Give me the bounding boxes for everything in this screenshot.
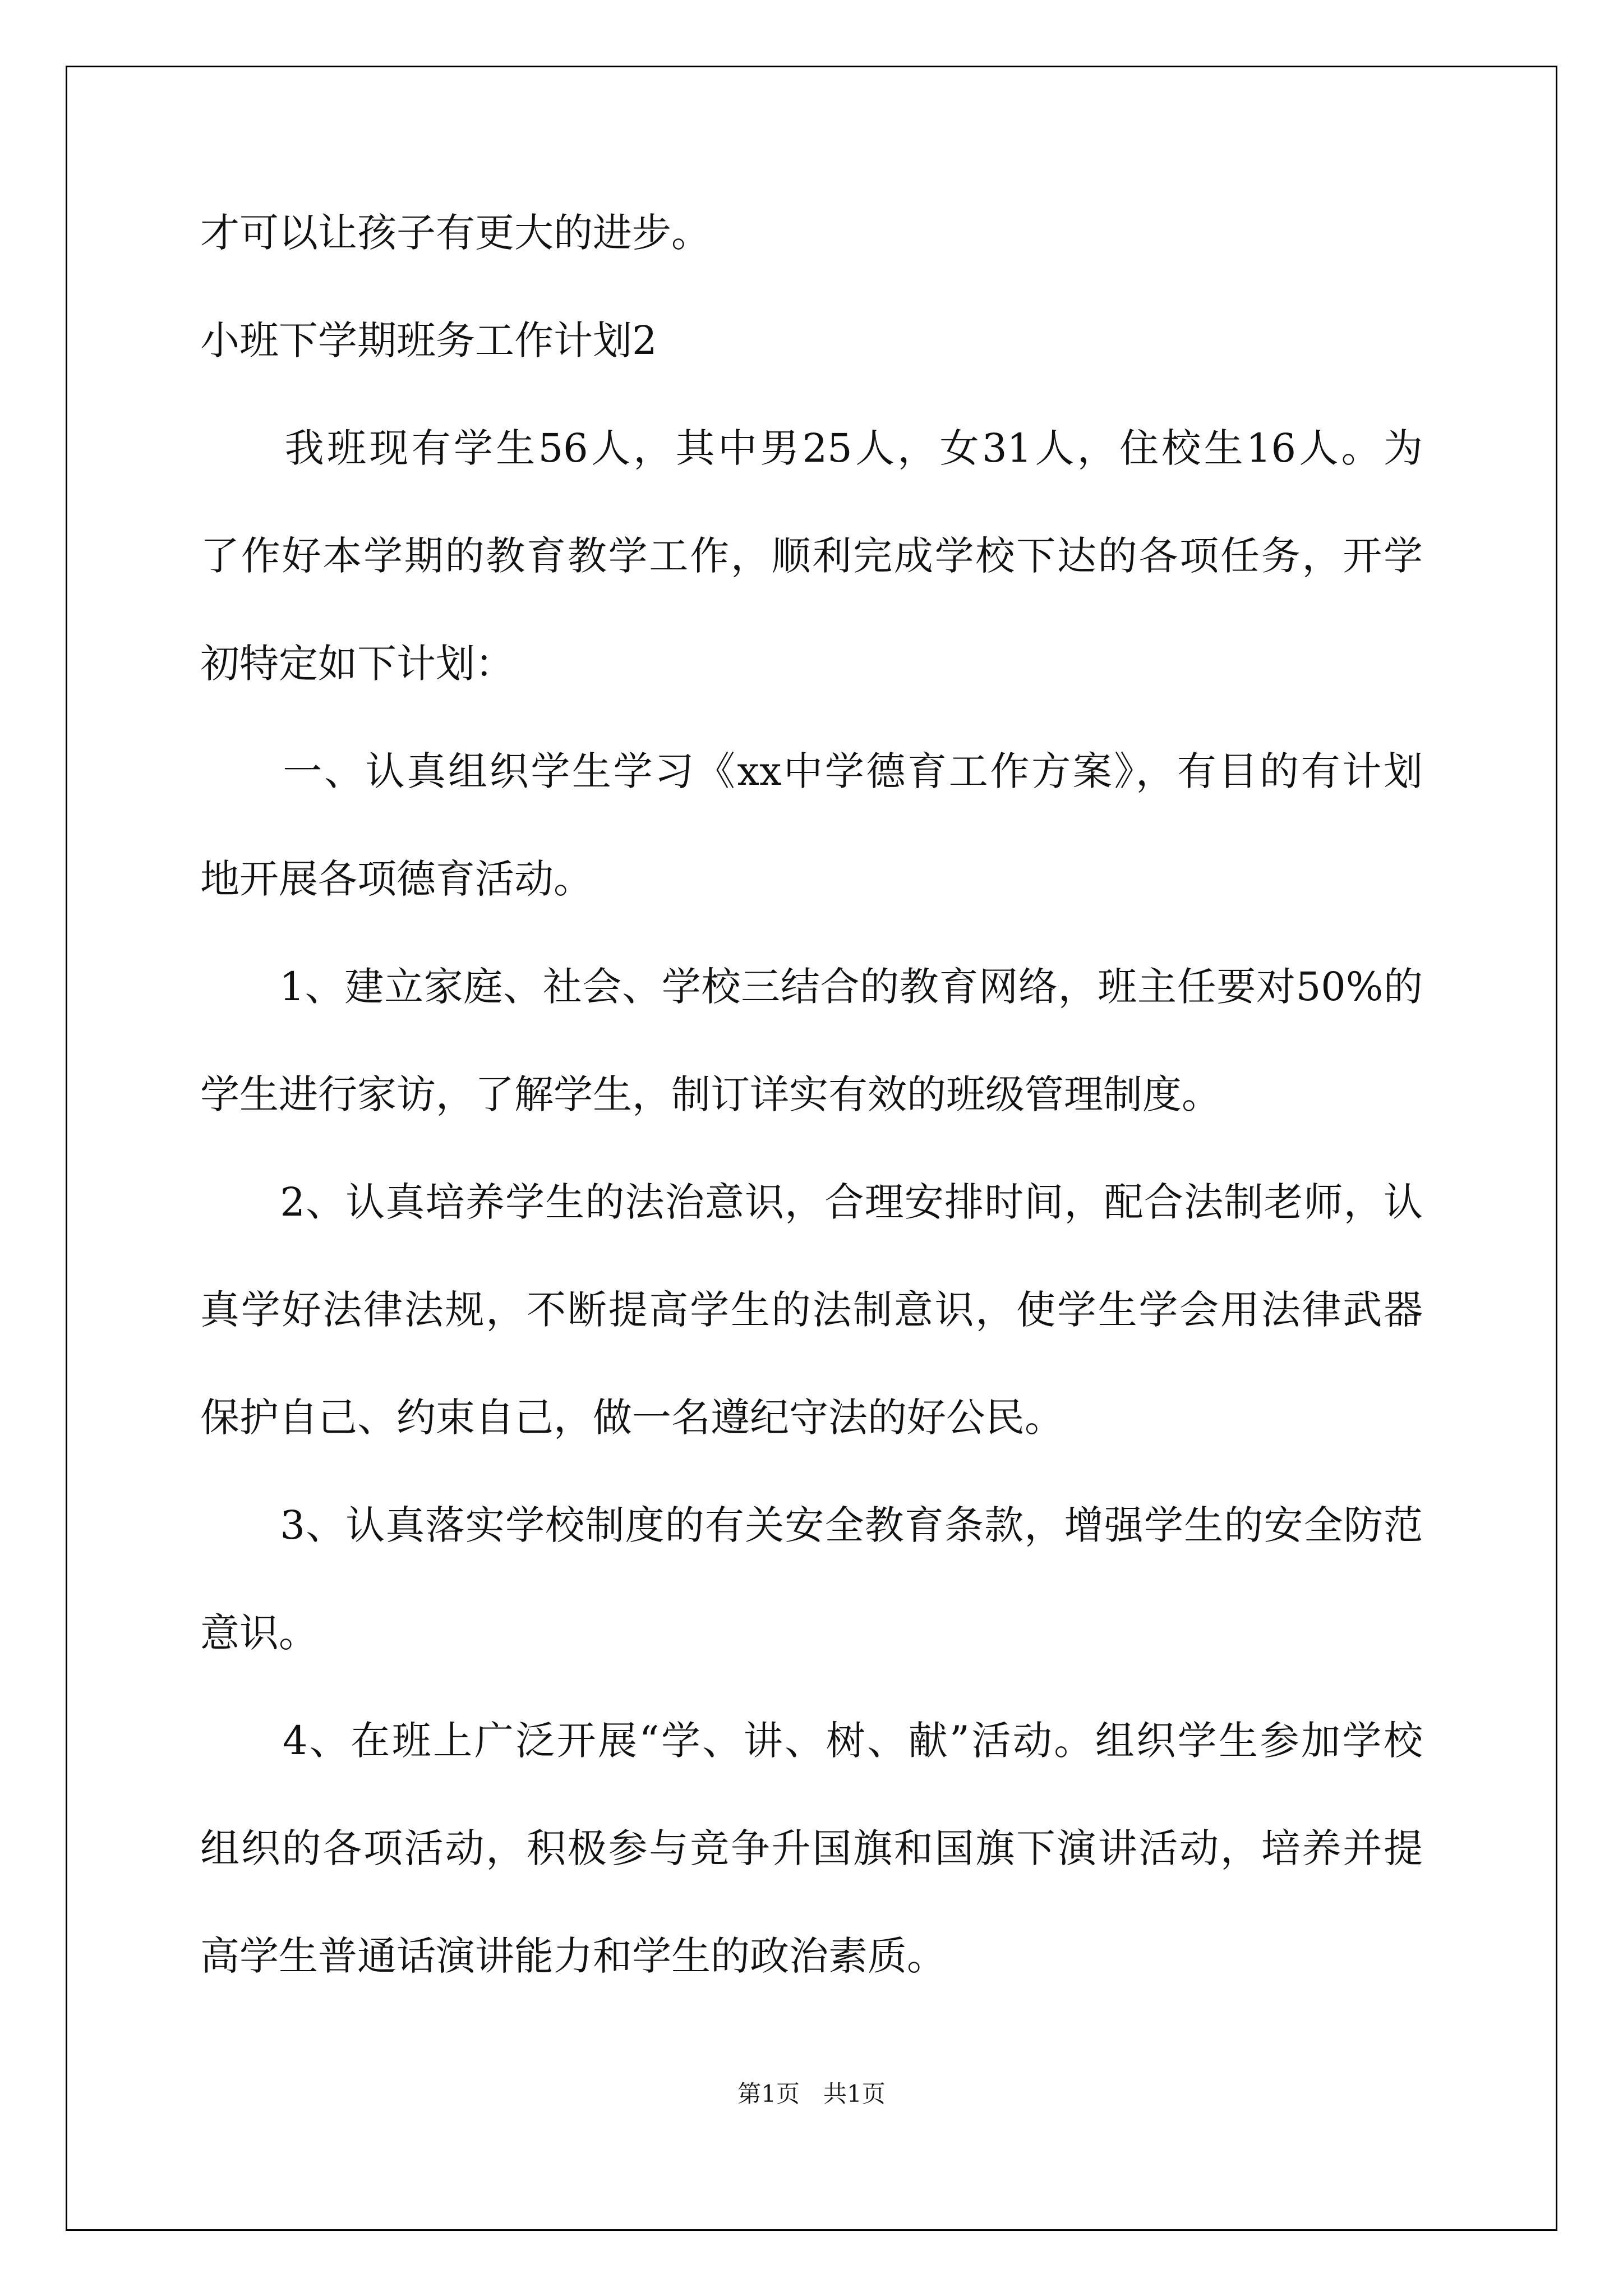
text-line: 一、认真组织学生学习《xx中学德育工作方案》，有目的有计划	[200, 748, 1423, 794]
text-line: 了作好本学期的教育教学工作，顺利完成学校下达的各项任务，开学	[200, 533, 1423, 579]
text-line: 我班现有学生56人，其中男25人，女31人，住校生16人。为	[200, 425, 1423, 471]
page-frame	[66, 66, 1557, 2231]
text-line: 初特定如下计划：	[200, 641, 514, 687]
text-line: 3、认真落实学校制度的有关安全教育条款，增强学生的安全防范	[200, 1502, 1423, 1548]
text-line: 组织的各项活动，积极参与竞争升国旗和国旗下演讲活动，培养并提	[200, 1825, 1423, 1871]
text-line: 4、在班上广泛开展“学、讲、树、献”活动。组织学生参加学校	[200, 1718, 1423, 1764]
section-heading: 小班下学期班务工作计划2	[200, 318, 657, 364]
text-line: 学生进行家访，了解学生，制订详实有效的班级管理制度。	[200, 1071, 1221, 1117]
page-number-footer: 第1页 共1页	[737, 2080, 886, 2108]
text-line: 2、认真培养学生的法治意识，合理安排时间，配合法制老师，认	[200, 1179, 1423, 1225]
text-line: 1、建立家庭、社会、学校三结合的教育网络，班主任要对50%的	[200, 964, 1423, 1010]
text-line: 高学生普通话演讲能力和学生的政治素质。	[200, 1933, 946, 1979]
text-line: 保护自己、约束自己，做一名遵纪守法的好公民。	[200, 1395, 1064, 1441]
text-line: 才可以让孩子有更大的进步。	[200, 210, 711, 256]
text-line: 地开展各项德育活动。	[200, 856, 593, 902]
text-line: 真学好法律法规，不断提高学生的法制意识，使学生学会用法律武器	[200, 1287, 1423, 1333]
text-line: 意识。	[200, 1610, 318, 1656]
